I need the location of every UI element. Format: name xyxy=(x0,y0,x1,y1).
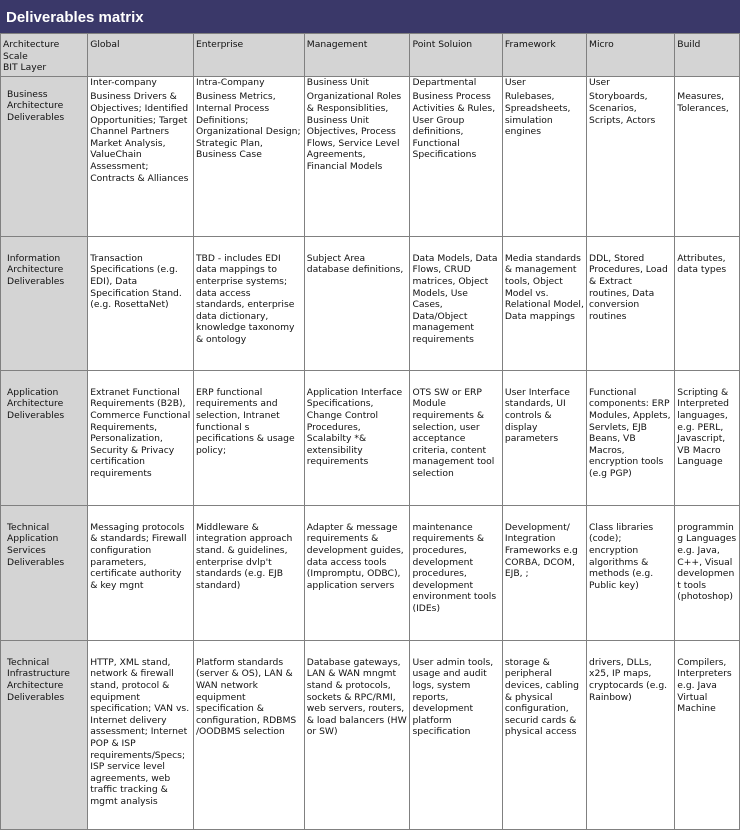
cell-text: Measures, Tolerances, xyxy=(677,91,729,114)
table-cell: Middleware & integration approach stand. & guidelines, enterprise dvlp't standards (e.g. EJB standard) xyxy=(193,505,304,640)
table-cell: ERP functional requirements and selection, Intranet functional s pecifications & usage policy; xyxy=(193,370,304,505)
table-row xyxy=(1,236,740,370)
table-cell: TBD - includes EDI data mappings to enterprise systems; data access standards, enterprise data dictionary, knowledge taxonomy & ontology xyxy=(193,236,304,370)
table-cell: Messaging protocols & standards; Firewall configuration parameters, certificate authority & key mgnt xyxy=(88,505,194,640)
column-header-enterprise: Enterprise xyxy=(193,34,304,77)
table-cell: Subject Area database definitions, xyxy=(304,236,410,370)
row-header-business: Business Architecture Deliverables xyxy=(1,76,88,236)
table-cell: HTTP, XML stand, network & firewall stand, protocol & equipment specification; VAN vs. Internet delivery assessment; Internet POP & ISP requirements/Specs; ISP service level agreements, web traffic tracking & mgmt analysis xyxy=(88,640,194,829)
table-cell: Extranet Functional Requirements (B2B), Commerce Functional Requirements, Personalization, Security & Privacy certification requirements xyxy=(88,370,194,505)
table-cell xyxy=(304,76,410,236)
row-header-information: Information Architecture Deliverables xyxy=(1,236,88,370)
column-header-micro: Micro xyxy=(587,34,675,77)
scope-label: Business Unit xyxy=(306,76,369,88)
table-cell xyxy=(502,76,586,236)
row-header-technical-application-services: Technical Application Services Deliverables xyxy=(1,505,88,640)
table-row xyxy=(1,505,740,640)
scope-label: Intra-Company xyxy=(195,76,265,88)
table-cell: Database gateways, LAN & WAN mngmt stand & protocols, sockets & RPC/RMI, web servers, routers, & load balancers (HW or SW) xyxy=(304,640,410,829)
table-cell: Platform standards (server & OS), LAN & WAN network equipment specification & configuration, RDBMS /OODBMS selection xyxy=(193,640,304,829)
column-header-management: Management xyxy=(304,34,410,77)
column-header-framework: Framework xyxy=(502,34,586,77)
table-row xyxy=(1,76,740,236)
table-cell: User Interface standards, UI controls & display parameters xyxy=(502,370,586,505)
table-cell: Data Models, Data Flows, CRUD matrices, Object Models, Use Cases, Data/Object management requirements xyxy=(410,236,502,370)
table-cell: Functional components: ERP Modules, Applets, Servlets, EJB Beans, VB Macros, encryption tools (e.g PGP) xyxy=(587,370,675,505)
cell-text: Organizational Roles & Responsiblities, Business Unit Objectives, Process Flows, Service Level Agreements, Financial Models xyxy=(306,91,402,172)
cell-text: Storyboards, Scenarios, Scripts, Actors xyxy=(589,91,656,126)
cell-text: Business Process Activities & Rules, User Group definitions, Functional Specifications xyxy=(412,91,496,161)
table-cell: Media standards & management tools, Object Model vs. Relational Model, Data mappings xyxy=(502,236,586,370)
table-cell: OTS SW or ERP Module requirements & selection, user acceptance criteria, content management tool selection xyxy=(410,370,502,505)
column-header-build: Build xyxy=(675,34,740,77)
table-cell xyxy=(410,76,502,236)
scope-label: Departmental xyxy=(412,76,477,88)
table-cell: Adapter & message requirements & development guides, data access tools (Impromptu, ODBC), application servers xyxy=(304,505,410,640)
table-cell: Class libraries (code); encryption algorithms & methods (e.g. Public key) xyxy=(587,505,675,640)
column-header-point-solution: Point Soluion xyxy=(410,34,502,77)
table-cell xyxy=(675,76,740,236)
cell-text: Rulebases, Spreadsheets, simulation engines xyxy=(504,91,571,138)
header-corner xyxy=(1,34,88,77)
table-cell: Application Interface Specifications, Change Control Procedures, Scalabilty *& extensibility requirements xyxy=(304,370,410,505)
table-row xyxy=(1,640,740,829)
scope-label: User xyxy=(589,76,610,88)
table-cell: Attributes, data types xyxy=(675,236,740,370)
table-cell: User admin tools, usage and audit logs, system reports, development platform specification xyxy=(410,640,502,829)
table-cell: Scripting & Interpreted languages, e.g. PERL, Javascript, VB Macro Language xyxy=(675,370,740,505)
table-cell: drivers, DLLs, x25, IP maps, cryptocards (e.g. Rainbow) xyxy=(587,640,675,829)
table-cell: maintenance requirements & procedures, development procedures, development environment tools (IDEs) xyxy=(410,505,502,640)
table-cell: Development/ Integration Frameworks e.g CORBA, DCOM, EJB, ; xyxy=(502,505,586,640)
table-cell: storage & peripheral devices, cabling & physical configuration, securid cards & physical access xyxy=(502,640,586,829)
header-row xyxy=(1,34,740,77)
cell-text: Business Drivers & Objectives; Identified Opportunities; Target Channel Partners Market Analysis, ValueChain Assessment; Contracts & Alliances xyxy=(90,91,189,184)
table-row xyxy=(1,370,740,505)
column-header-global: Global xyxy=(88,34,194,77)
table-cell: programming Languages e.g. Java, C++, Visual development tools (photoshop) xyxy=(675,505,740,640)
page-title: Deliverables matrix xyxy=(0,0,740,33)
deliverables-table xyxy=(0,33,740,830)
table-cell xyxy=(587,76,675,236)
table-cell: DDL, Stored Procedures, Load & Extract routines, Data conversion routines xyxy=(587,236,675,370)
scope-label xyxy=(677,77,737,89)
scope-label: Inter-company xyxy=(90,76,157,88)
scope-label: User xyxy=(504,76,526,88)
row-header-technical-infrastructure: Technical Infrastructure Architecture Deliverables xyxy=(1,640,88,829)
row-header-application: Application Architecture Deliverables xyxy=(1,370,88,505)
table-cell xyxy=(88,76,194,236)
table-cell: Compilers, Interpreters e.g. Java Virtual Machine xyxy=(675,640,740,829)
corner-line-2: BIT Layer xyxy=(3,62,47,74)
cell-text: Business Metrics, Internal Process Definitions; Organizational Design; Strategic Plan, Business Case xyxy=(195,91,301,161)
table-cell xyxy=(193,76,304,236)
table-cell: Transaction Specifications (e.g. EDI), Data Specification Stand. (e.g. RosettaNet) xyxy=(88,236,194,370)
corner-line-1: Architecture Scale xyxy=(3,39,60,62)
